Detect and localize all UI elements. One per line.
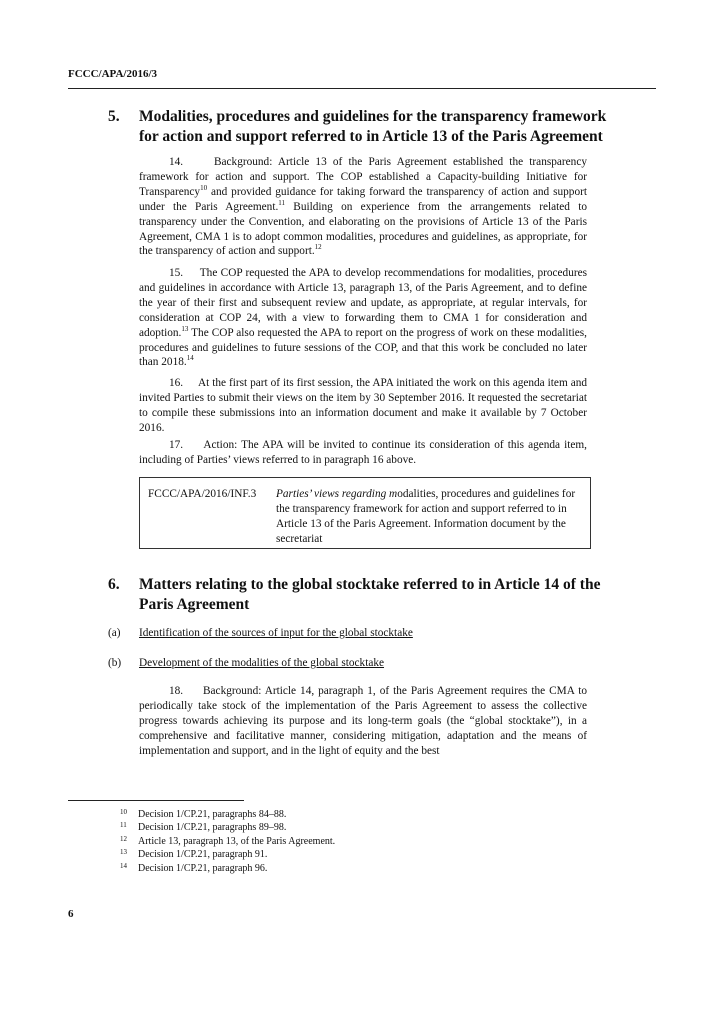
paragraph-16-number: 16. [169, 377, 184, 389]
document-reference-box [139, 477, 591, 549]
footnote-number: 12 [120, 834, 127, 843]
section-6-number: 6. [108, 576, 120, 593]
page-number: 6 [68, 908, 74, 920]
paragraph-17 [139, 438, 587, 468]
paragraph-14 [139, 155, 587, 259]
paragraph-14-text-2: and provided guidance for taking forward the transparency of action and support under the Paris Agreement. [139, 185, 587, 213]
paragraph-18-text: Background: Article 14, paragraph 1, of the Paris Agreement requires the CMA to periodically take stock of the implementation of the Paris Agreement to assess the collective progress towards achieving its purpose and its long-term goals (the “global stocktake”), in a comprehensive and facilitative manner, considering mitigation, adaptation and the means of implementation and support, and in the light of equity and the best [139, 685, 587, 757]
footnote-ref-12[interactable]: 12 [314, 243, 322, 252]
paragraph-18-number: 18. [169, 685, 184, 697]
section-5-title: Modalities, procedures and guidelines for the transparency framework for action and support referred to in Article 13 of the Paris Agreement [139, 108, 607, 145]
subsection-b-letter: (b) [108, 657, 122, 669]
section-6-title: Matters relating to the global stocktake referred to in Article 14 of the Paris Agreement [139, 576, 601, 613]
document-description [276, 487, 584, 547]
paragraph-18 [139, 684, 587, 759]
document-symbol: FCCC/APA/2016/INF.3 [148, 488, 257, 500]
footnote-text: Decision 1/CP.21, paragraphs 89–98. [138, 822, 287, 834]
footnote-text: Article 13, paragraph 13, of the Paris Agreement. [138, 835, 336, 847]
paragraph-14-number: 14. [169, 156, 184, 168]
footnote-number: 13 [120, 848, 127, 857]
paragraph-15-text-2: The COP also requested the APA to report on the progress of work on these modalities, procedures and guidelines to future sessions of the COP, and that this work be concluded no later than 2018. [139, 326, 587, 369]
document-description-italic: Parties’ views regarding m [276, 488, 398, 500]
paragraph-15-text-1: The COP requested the APA to develop recommendations for modalities, procedures and guidelines in accordance with Article 13, paragraph 13, of the Paris Agreement, and to define the year of their first and subsequent review and update, as appropriate, at regular intervals, for consideration at COP 24, with a view to forwarding them to CMA 1 for consideration and adoption. [139, 267, 588, 339]
paragraph-14-text-3: Building on experience from the arrangements related to transparency under the Convention, and elaborating on the provisions of Article 13 of the Paris Agreement, CMA 1 is to adopt common modalities, procedures and guidelines, as appropriate, for the transparency of action and support. [139, 200, 587, 258]
document-description-rest: odalities, procedures and guidelines for the transparency framework for action and support referred to in Article 13 of the Paris Agreement. Information document by the secretariat [276, 488, 576, 545]
section-5-number: 5. [108, 108, 120, 125]
footnote-ref-14[interactable]: 14 [186, 354, 194, 363]
paragraph-16-text: At the first part of its first session, the APA initiated the work on this agenda item and invited Parties to submit their views on the item by 30 September 2016. It requested the secretariat to compile these submissions into an information document and make it available by 7 October 2016. [139, 377, 588, 434]
footnote-divider [68, 800, 244, 801]
footnote-number: 14 [120, 861, 127, 870]
footnote-number: 11 [120, 821, 127, 830]
paragraph-14-text-1: Background: Article 13 of the Paris Agreement established the transparency framework for action and support. The COP established a Capacity-building Initiative for Transparency [139, 156, 587, 198]
paragraph-17-number: 17. [169, 439, 184, 451]
footnote-ref-11[interactable]: 11 [278, 198, 286, 207]
footnote-ref-13[interactable]: 13 [181, 324, 189, 333]
paragraph-16 [139, 376, 587, 436]
footnote-ref-10[interactable]: 10 [200, 184, 208, 193]
footnote-number: 10 [120, 808, 127, 816]
footnote-text: Decision 1/CP.21, paragraph 91. [138, 849, 268, 861]
document-code: FCCC/APA/2016/3 [68, 68, 158, 80]
subsection-a-letter: (a) [108, 627, 121, 639]
footnote-text: Decision 1/CP.21, paragraphs 84–88. [138, 809, 287, 820]
paragraph-15-number: 15. [169, 267, 184, 279]
paragraph-15 [139, 266, 587, 370]
paragraph-17-text: Action: The APA will be invited to continue its consideration of this agenda item, including of Parties’ views referred to in paragraph 16 above. [139, 439, 588, 466]
subsection-b-title: Development of the modalities of the global stocktake [139, 657, 385, 669]
header-divider [68, 88, 656, 89]
footnote-text: Decision 1/CP.21, paragraph 96. [138, 862, 268, 874]
subsection-a-title: Identification of the sources of input for the global stocktake [139, 627, 413, 639]
